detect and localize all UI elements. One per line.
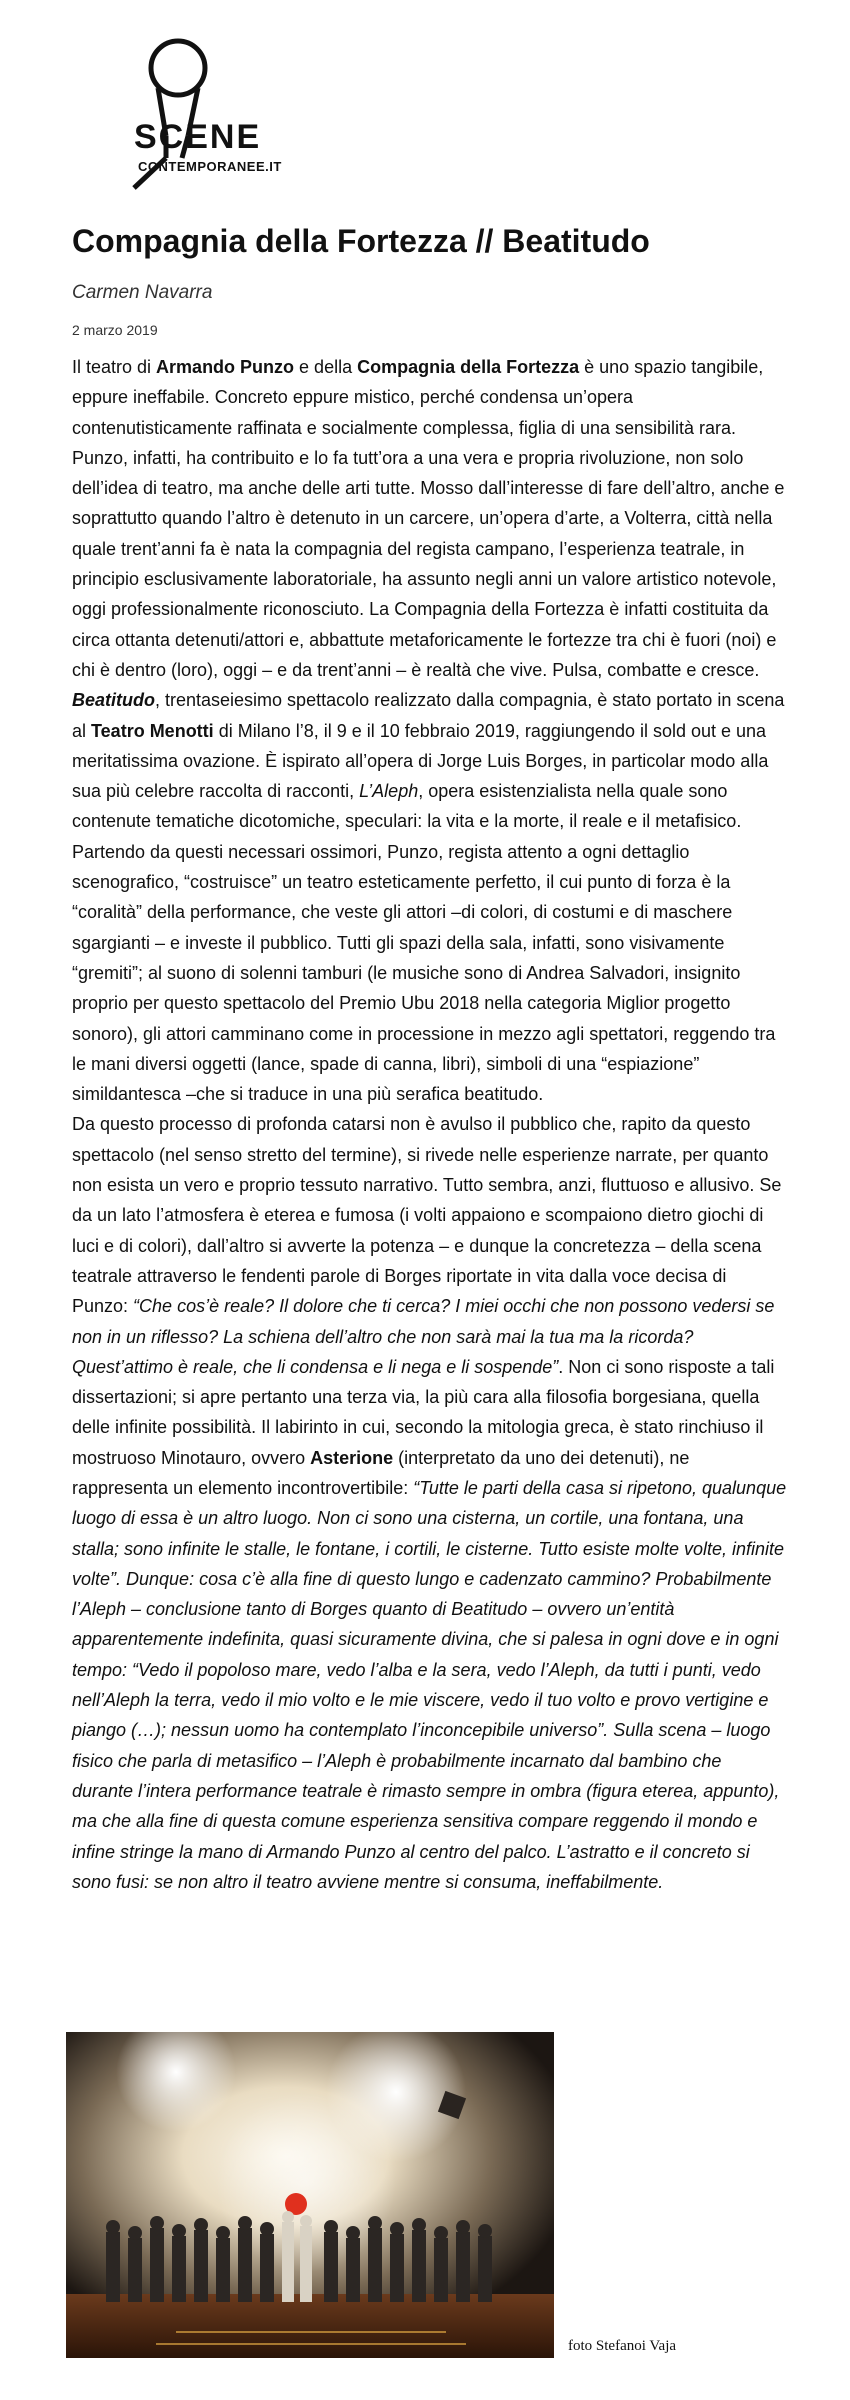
photo-caption: foto Stefanoi Vaja xyxy=(568,2338,677,2354)
text-run: , opera esistenzialista nella quale sono contenute tematiche dicotomiche, speculari: la vita e la morte, il reale e il metafisico. Partendo da questi necessari ossimori, Punzo, regista attento a ogni dettaglio scenografico, “costruisce” un teatro esteticamente perfetto, il cui punto di forza è la “coralità” della performance, che veste gli attori –di colori, di costumi e di maschere sgargianti – e investe il pubblico. Tutti gli spazi della sala, infatti, sono visivamente “gremiti”; al suono di solenni tamburi (le musiche sono di Andrea Salvadori, insignito proprio per questo spettacolo del Premio Ubu 2018 nella categoria Miglior progetto sonoro), gli attori camminano come in processione in mezzo agli spettatori, reggendo tra le mani diversi oggetti (lance, spade di canna, libri), simboli di una “espiazione” simildantesca –che si traduce in una più serafica beatitudo. xyxy=(72,781,776,1105)
italic-run: L’Aleph xyxy=(359,781,419,802)
text-run: , trentaseiesimo spettacolo realizzato dalla compagnia, è stato portato in scena al xyxy=(72,690,785,741)
bold-run: Compagnia della Fortezza xyxy=(357,357,580,377)
article-body xyxy=(72,352,787,1897)
paragraph-1 xyxy=(72,352,787,685)
paragraph-2 xyxy=(72,685,787,1109)
logo-subtitle: CONTEMPORANEE.IT xyxy=(138,159,282,174)
stage-photo xyxy=(66,2032,554,2358)
text-run: è uno spazio tangibile, eppure ineffabile. Concreto eppure mistico, perché condensa un’opera contenutisticamente raffinata e socialmente complessa, figlia di una sensibilità rara. Punzo, infatti, ha contribuito e lo fa tutt’ora a una vera e propria rivoluzione, non solo dell’idea di teatro, ma anche delle arti tutte. Mosso dall’interesse di fare dell’altro, anche e soprattutto quando l’altro è detenuto in un carcere, un’opera d’arte, a Volterra, città nella quale trent’anni fa è nata la compagnia del regista campano, l’esperienza teatrale, in principio esclusivamente laboratoriale, ha assunto negli anni un valore artistico notevole, oggi professionalmente riconosciuto. La Compagnia della Fortezza è infatti costituita da circa ottanta detenuti/attori e, abbattute metaforicamente le fortezze tra chi è fuori (noi) e chi è dentro (loro), oggi – e da trent’anni – è realtà che vive. Pulsa, combatte e cresce. xyxy=(72,357,785,680)
text-run: . Non ci sono risposte a tali dissertazioni; si apre pertanto una terza via, la più cara alla filosofia borgesiana, quella delle infinite possibilità. Il labirinto in cui, secondo la mitologia greca, è stato rinchiuso il mostruoso Minotauro, ovvero xyxy=(72,1356,775,1468)
italic-run: “Tutte le parti della casa si ripetono, qualunque luogo di essa è un altro luogo. Non ci sono una cisterna, un cortile, una fontana, una stalla; sono infinite le stalle, le fontane, i cortili, le cisterne. Tutto esiste molte volte, infinite volte”. Dunque: cosa c’è alla fine di questo lungo e cadenzato cammino? Probabilmente l’Aleph – conclusione tanto di Borges quanto di Beatitudo – ovvero un’entità apparentemente indefinita, quasi sicuramente divina, che si palesa in ogni dove e in ogni tempo: “Vedo il popoloso mare, vedo l’alba e la sera, vedo l’Aleph, da tutti i punti, vedo nell’Aleph la terra, vedo il mio volto e le mie viscere, vedo il tuo volto e provo vertigine e piango (…); nessun uomo ha contemplato l’inconcepibile universo”. Sulla scena – luogo fisico che parla di metasifico – l’Aleph è probabilmente incarnato dal bambino che durante l’intera performance teatrale è rimasto sempre in ombra (figura eterea, appunto), ma che alla fine di questa comune esperienza sensitiva compare reggendo il mondo e infine stringe la mano di Armando Punzo al centro del palco. L’astratto e il concreto si sono fusi: se non altro il teatro avviene mentre si consuma, ineffabilmente. xyxy=(72,1477,787,1892)
article-title: Compagnia della Fortezza // Beatitudo xyxy=(72,223,650,259)
article-author[interactable]: Carmen Navarra xyxy=(72,282,213,303)
text-run: Il teatro di xyxy=(72,357,157,377)
article-date: 2 marzo 2019 xyxy=(72,322,158,338)
site-logo[interactable] xyxy=(100,28,280,198)
logo-wordmark: SCENE xyxy=(134,118,262,156)
stage-photo-illustration xyxy=(66,2032,554,2358)
bold-run: Teatro Menotti xyxy=(91,720,214,741)
text-run: (interpretato da uno dei detenuti), ne rappresenta un elemento incontrovertibile: xyxy=(72,1447,690,1498)
bold-run: Armando Punzo xyxy=(156,357,295,377)
bold-italic-run: Beatitudo xyxy=(72,690,155,711)
italic-run: “Che cos’è reale? Il dolore che ti cerca? I miei occhi che non possono vedersi se non in un riflesso? La schiena dell’altro che non sarà mai la tua ma la ricorda? Quest’attimo è reale, che li condensa e li nega e li sospende” xyxy=(72,1296,775,1377)
paragraph-3 xyxy=(72,1109,787,1897)
text-run: e della xyxy=(294,357,358,377)
bold-run: Asterione xyxy=(310,1447,394,1468)
text-run: Da questo processo di profonda catarsi non è avulso il pubblico che, rapito da questo spettacolo (nel senso stretto del termine), si rivede nelle esperienze narrate, per quanto non esista un vero e proprio tessuto narrativo. Tutto sembra, anzi, fluttuoso e allusivo. Se da un lato l’atmosfera è eterea e fumosa (i volti appaiono e scompaiono dietro giochi di luci e di colori), dall’altro si avverte la potenza – e dunque la concretezza – della scena teatrale attraverso le fendenti parole di Borges riportate in vita dalla voce decisa di Punzo: xyxy=(72,1114,782,1317)
text-run: di Milano l’8, il 9 e il 10 febbraio 2019, raggiungendo il sold out e una meritatissima ovazione. È ispirato all’opera di Jorge Luis Borges, in particolar modo alla sua più celebre raccolta di racconti, xyxy=(72,720,769,802)
